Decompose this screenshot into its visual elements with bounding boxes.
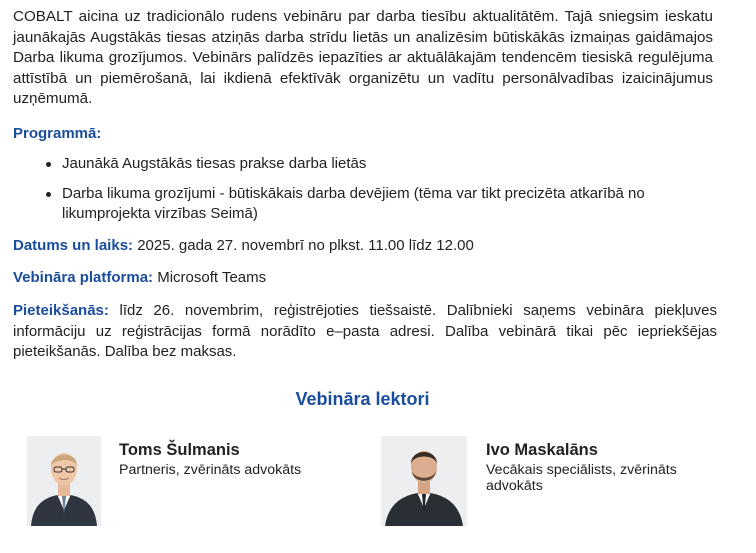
program-list bbox=[13, 154, 713, 234]
platform-line bbox=[13, 268, 717, 289]
list-item bbox=[13, 184, 713, 225]
program-heading: Programmā: bbox=[13, 125, 102, 142]
lector-name: Ivo Maskalāns bbox=[486, 441, 598, 459]
bullet-icon bbox=[46, 162, 51, 167]
lector-role: Partneris, zvērināts advokāts bbox=[119, 462, 302, 478]
lector-photo-ivo bbox=[381, 436, 467, 526]
program-item-text: Jaunākā Augstākās tiesas prakse darba lietās bbox=[62, 155, 367, 172]
lector-photo-toms bbox=[27, 436, 101, 526]
registration-label: Pieteikšanās: bbox=[13, 302, 109, 319]
list-item bbox=[13, 154, 713, 175]
platform-value: Microsoft Teams bbox=[153, 269, 267, 286]
lector-name: Toms Šulmanis bbox=[119, 441, 240, 459]
platform-label: Vebināra platforma: bbox=[13, 269, 154, 286]
registration-line bbox=[13, 301, 717, 363]
program-item-text: Darba likuma grozījumi - būtiskākais darba devējiem (tēma var tikt precizēta atkarībā no likumprojekta virzības Seimā) bbox=[62, 184, 645, 222]
bullet-icon bbox=[46, 192, 51, 197]
lector-role: Vecākais speciālists, zvērināts advokāts bbox=[486, 462, 677, 494]
intro-paragraph: COBALT aicina uz tradicionālo rudens vebināru par darba tiesību aktualitātēm. Tajā sniegsim ieskatu jaunākajās Augstākās tiesas atziņās darba strīdu lietās un analizēsim būtiskākās izmaiņas gaidāmajos Darba likuma grozījumos. Vebinārs palīdzēs iepazīties ar aktuālākajām tendencēm tiesiskā regulējuma attīstībā un piemērošanā, lai ikdienā efektīvāk organizētu un vadītu personālvadības izaicinājumus uzņēmumā. bbox=[13, 8, 713, 108]
date-value: 2025. gada 27. novembrī no plkst. 11.00 līdz 12.00 bbox=[133, 237, 474, 254]
registration-value: līdz 26. novembrim, reģistrējoties tiešsaistē. Dalībnieki saņems vebināra piekļuves informāciju uz reģistrācijas formā norādīto e–pasta adresi. Dalība vebinārā tikai pēc iepriekšējas pieteikšanās. Dalība bez maksas. bbox=[13, 302, 717, 360]
date-line bbox=[13, 236, 717, 257]
date-label: Datums un laiks: bbox=[13, 237, 134, 254]
lectors-title: Vebināra lektori bbox=[295, 389, 430, 409]
